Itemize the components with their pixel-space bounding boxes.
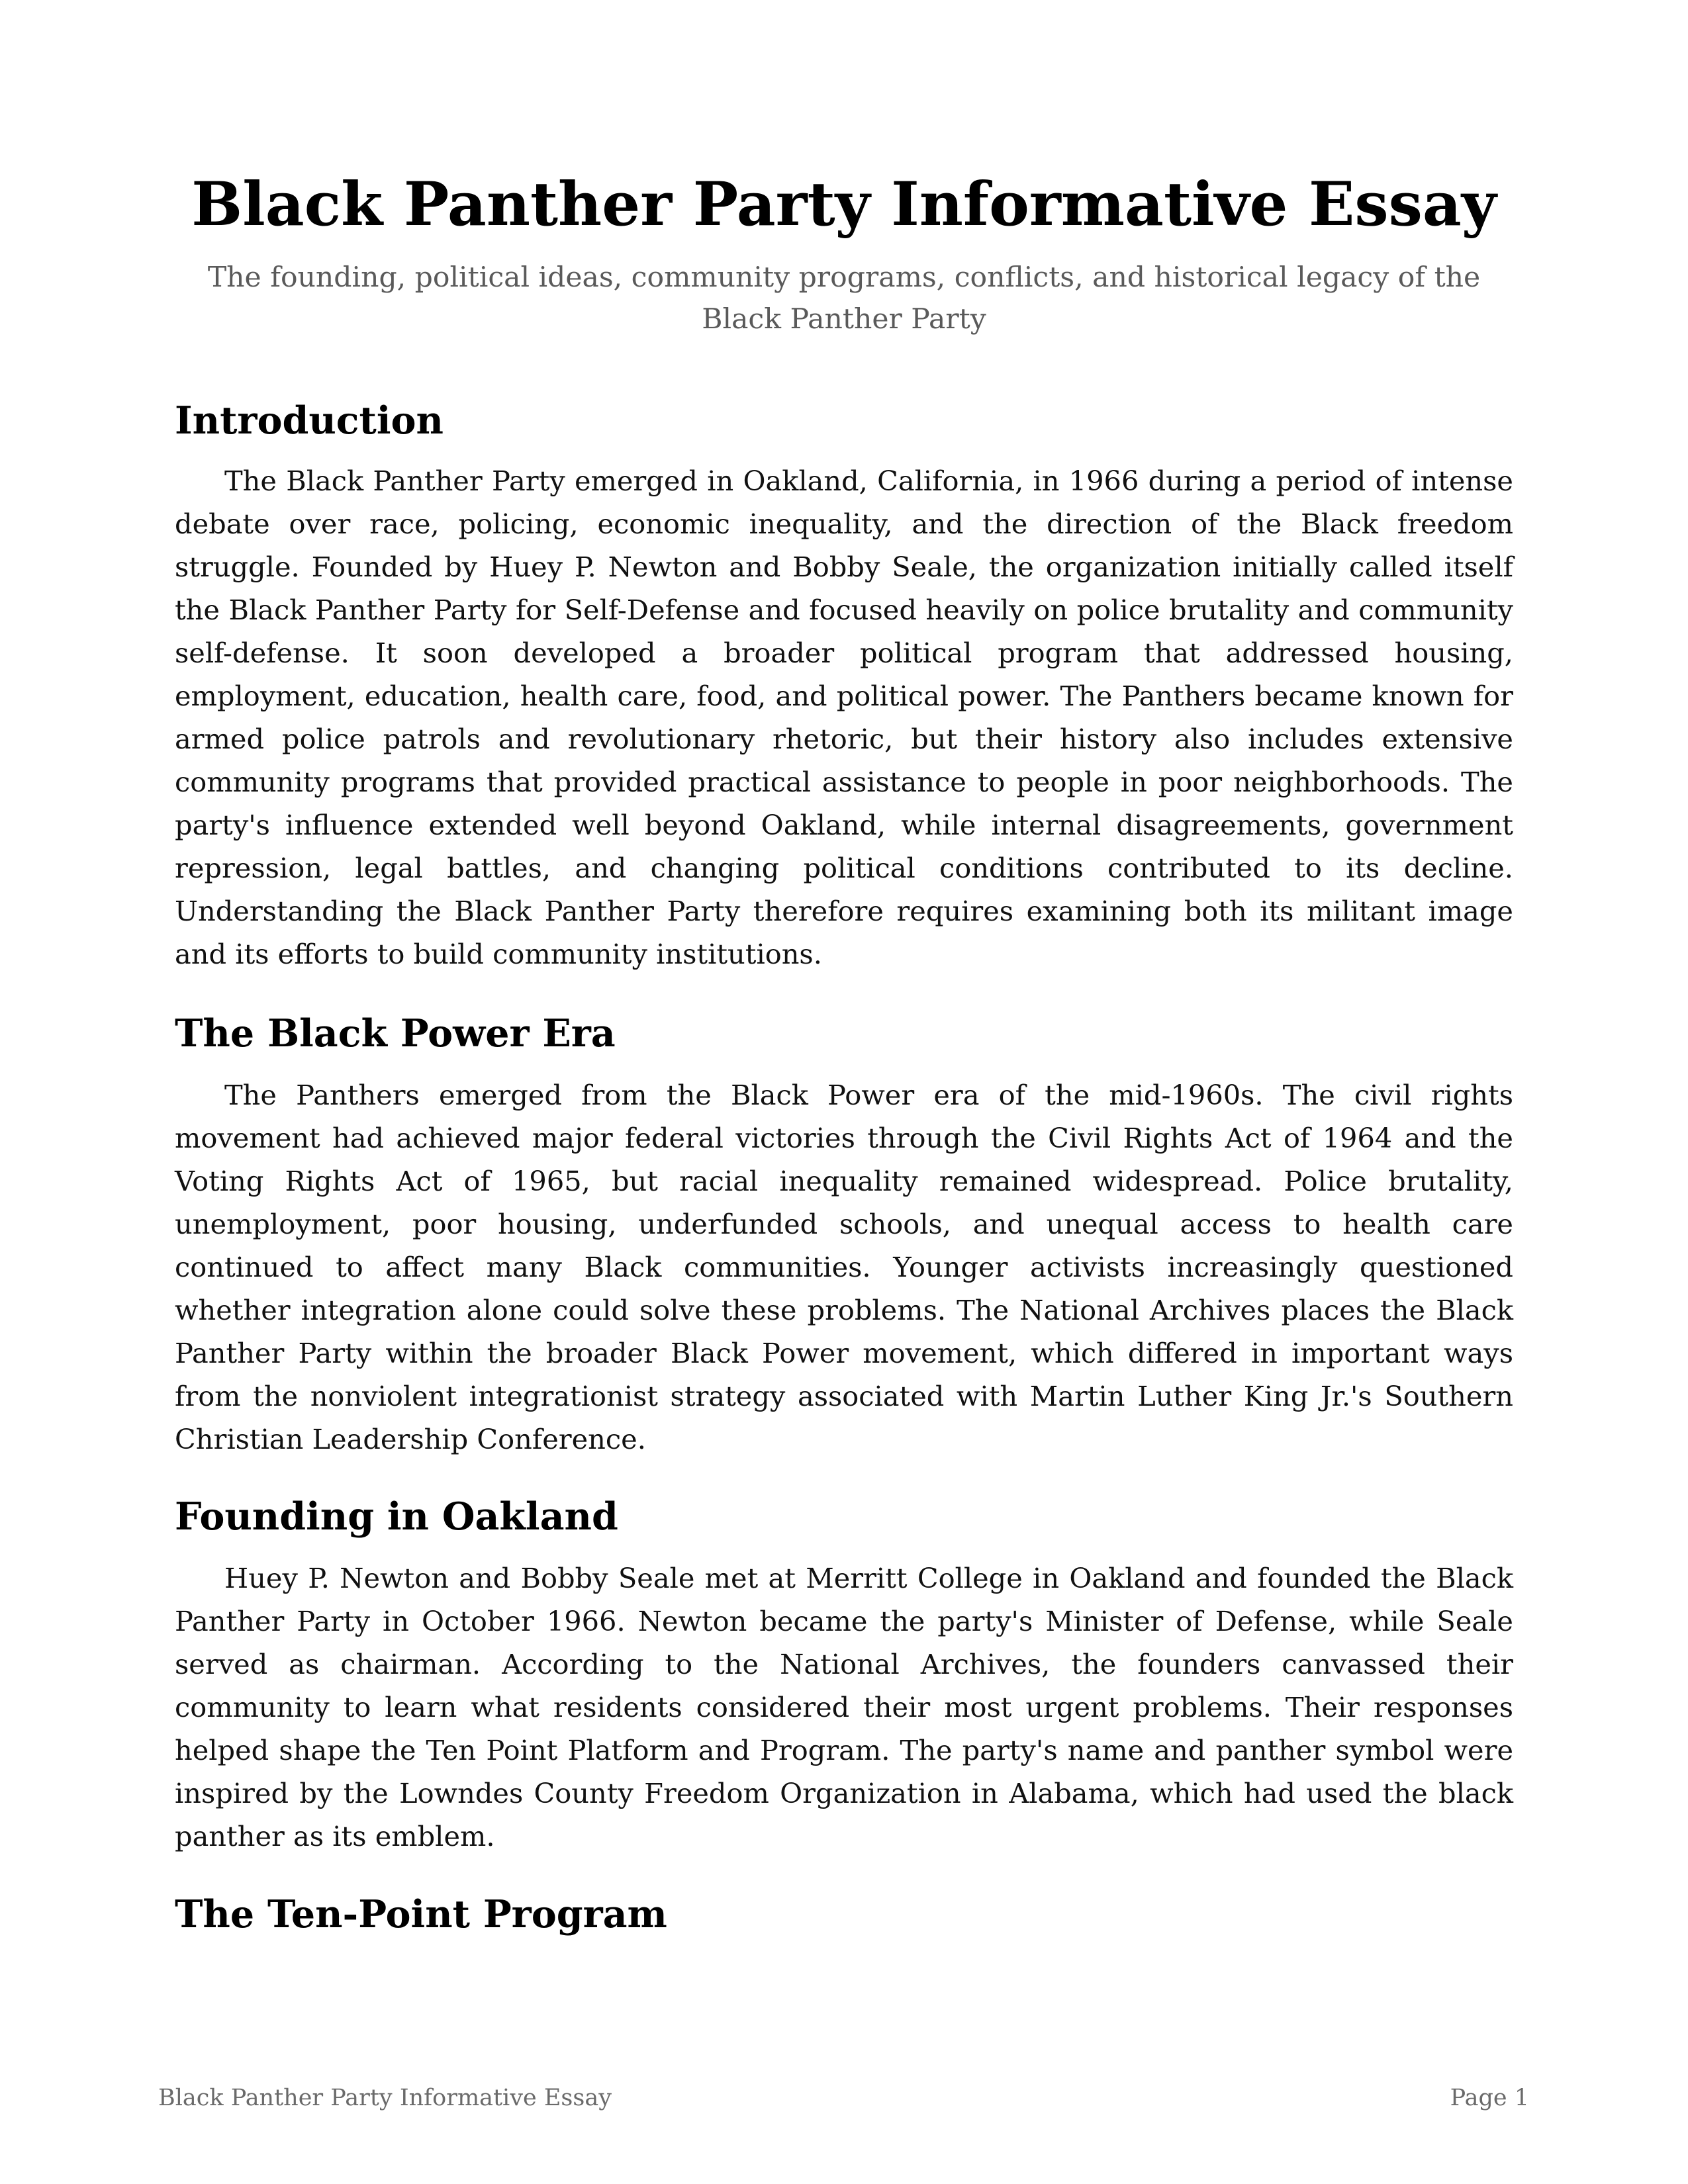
paragraph-black-power-era: The Panthers emerged from the Black Power era of the mid-1960s. The civil rights movement had achieved major federal victories through the Civil Rights Act of 1964 and the Voting Rights Act of 1965, but racial inequality remained widespread. Police brutality, unemployment, poor housing, underfunded schools, and unequal access to health care continued to affect many Black communities. Younger activists increasingly questioned whether integration alone could solve these problems. The National Archives places the Black Panther Party within the broader Black Power movement, which differed in important ways from the nonviolent integrationist strategy associated with Martin Luther King Jr.'s Southern Christian Leadership Conference. bbox=[175, 1079, 1513, 1455]
section-heading-black-power-era: The Black Power Era bbox=[175, 1011, 616, 1056]
footer-document-title: Black Panther Party Informative Essay bbox=[158, 2085, 612, 2111]
section-heading-founding-in-oakland: Founding in Oakland bbox=[175, 1494, 618, 1539]
paragraph-introduction: The Black Panther Party emerged in Oakland, California, in 1966 during a period of intense debate over race, policing, economic inequality, and the direction of the Black freedom struggle. Founded by Huey P. Newton and Bobby Seale, the organization initially called itself the Black Panther Party for Self-Defense and focused heavily on police brutality and community self-defense. It soon developed a broader political program that addressed housing, employment, education, health care, food, and political power. The Panthers became known for armed police patrols and revolutionary rhetoric, but their history also includes extensive community programs that provided practical assistance to people in poor neighborhoods. The party's influence extended well beyond Oakland, while internal disagreements, government repression, legal battles, and changing political conditions contributed to its decline. Understanding the Black Panther Party therefore requires examining both its militant image and its efforts to build community institutions. bbox=[175, 465, 1513, 970]
section-heading-introduction: Introduction bbox=[175, 398, 444, 443]
footer-page-number: Page 1 bbox=[1450, 2085, 1529, 2111]
document-subtitle: The founding, political ideas, community programs, conflicts, and historical legacy of the Black Panther Party bbox=[207, 261, 1481, 336]
section-heading-ten-point-program: The Ten-Point Program bbox=[175, 1892, 667, 1936]
paragraph-founding-in-oakland: Huey P. Newton and Bobby Seale met at Merritt College in Oakland and founded the Black Panther Party in October 1966. Newton became the party's Minister of Defense, while Seale served as chairman. According to the National Archives, the founders canvassed their community to learn what residents considered their most urgent problems. Their responses helped shape the Ten Point Platform and Program. The party's name and panther symbol were inspired by the Lowndes County Freedom Organization in Alabama, which had used the black panther as its emblem. bbox=[175, 1562, 1513, 1852]
document-title: Black Panther Party Informative Essay bbox=[191, 169, 1497, 240]
